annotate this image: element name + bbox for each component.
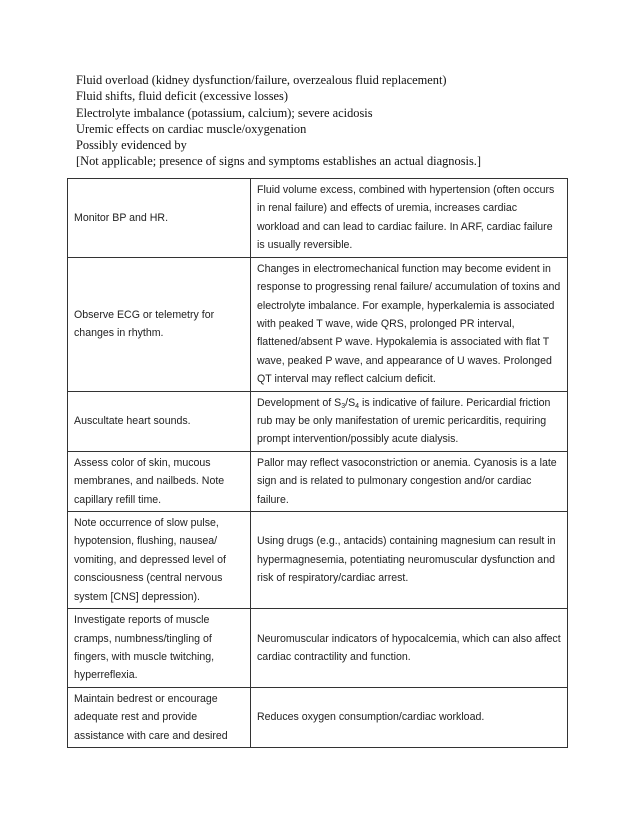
action-cell: Assess color of skin, mucous membranes, and nailbeds. Note capillary refill time.	[68, 451, 251, 511]
table-row	[68, 609, 568, 688]
intro-line: Possibly evidenced by	[76, 138, 187, 153]
table-row	[68, 687, 568, 747]
action-cell: Maintain bedrest or encourage adequate rest and provide assistance with care and desired	[68, 687, 251, 747]
action-cell: Note occurrence of slow pulse, hypotension, flushing, nausea/ vomiting, and depressed level of consciousness (central nervous system [CNS] depression).	[68, 512, 251, 609]
intro-line: Electrolyte imbalance (potassium, calcium); severe acidosis	[76, 105, 373, 120]
rationale-text: /S	[345, 396, 356, 409]
rationale-text: Development of S	[257, 396, 342, 409]
rationale-cell: Changes in electromechanical function may become evident in response to progressing renal failure/ accumulation of toxins and electrolyte imbalance. For example, hyperkalemia is associated with peaked T wave, wide QRS, prolonged PR interval, flattened/absent P wave. Hypokalemia is associated with flat T wave, peaked P wave, and appearance of U waves. Prolonged QT interval may reflect calcium deficit.	[251, 257, 568, 391]
subscript: 3	[341, 402, 346, 410]
rationale-cell: Using drugs (e.g., antacids) containing magnesium can result in hypermagnesemia, potentiating neuromuscular dysfunction and risk of respiratory/cardiac arrest.	[251, 512, 568, 609]
rationale-cell: Reduces oxygen consumption/cardiac workload.	[251, 687, 568, 747]
intro-line: Uremic effects on cardiac muscle/oxygenation	[76, 121, 307, 136]
rationale-cell: Neuromuscular indicators of hypocalcemia, which can also affect cardiac contractility and function.	[251, 609, 568, 688]
action-cell: Observe ECG or telemetry for changes in rhythm.	[68, 257, 251, 391]
intro-line: Fluid overload (kidney dysfunction/failure, overzealous fluid replacement)	[76, 73, 447, 87]
action-cell: Monitor BP and HR.	[68, 179, 251, 258]
table-row	[68, 391, 568, 451]
subscript: 4	[355, 402, 360, 410]
table-row	[68, 451, 568, 511]
interventions-table	[67, 178, 568, 748]
rationale-cell	[251, 391, 568, 451]
table-row	[68, 179, 568, 258]
diagnosis-related-factors	[76, 72, 576, 170]
rationale-cell: Pallor may reflect vasoconstriction or anemia. Cyanosis is a late sign and is related to pulmonary congestion and/or cardiac failure.	[251, 451, 568, 511]
table-row	[68, 512, 568, 609]
intro-line: Fluid shifts, fluid deficit (excessive losses)	[76, 89, 288, 104]
intro-line: [Not applicable; presence of signs and symptoms establishes an actual diagnosis.]	[76, 154, 482, 169]
rationale-text: is indicative of failure. Pericardial friction rub may be only manifestation of uremic pericarditis, requiring prompt intervention/possibly acute dialysis.	[257, 396, 551, 446]
action-cell: Investigate reports of muscle cramps, numbness/tingling of fingers, with muscle twitching, hyperreflexia.	[68, 609, 251, 688]
action-cell: Auscultate heart sounds.	[68, 391, 251, 451]
table-row	[68, 257, 568, 391]
rationale-cell: Fluid volume excess, combined with hypertension (often occurs in renal failure) and effects of uremia, increases cardiac workload and can lead to cardiac failure. In ARF, cardiac failure is usually reversible.	[251, 179, 568, 258]
